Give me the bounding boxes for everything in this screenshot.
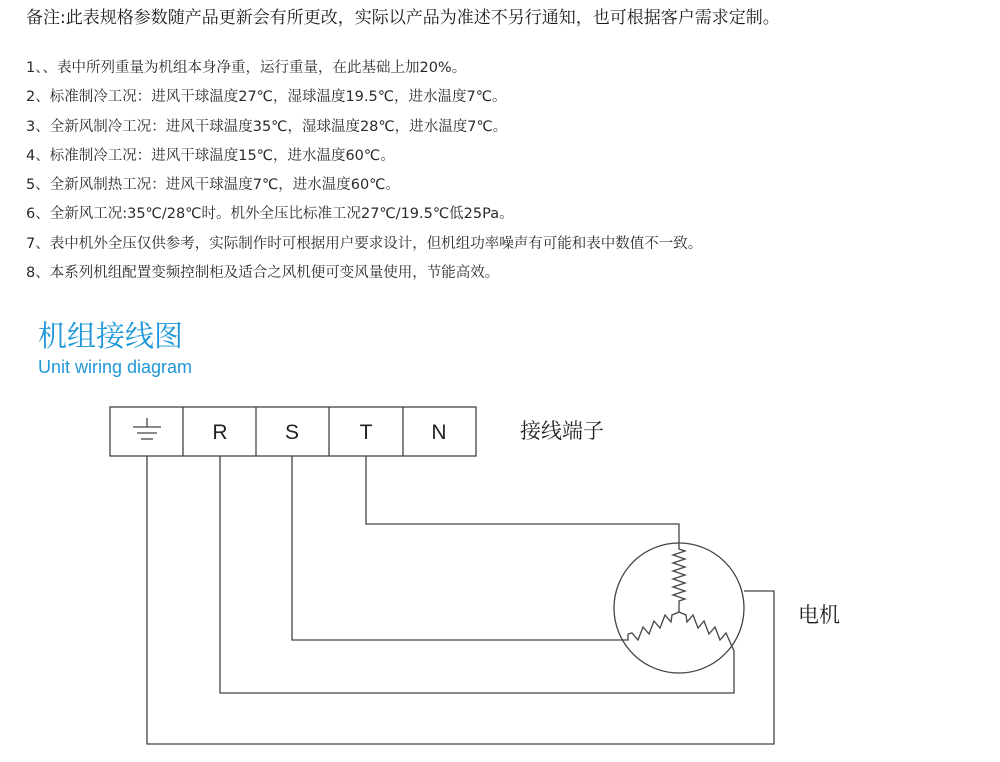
note-item: 4、标准制冷工况：进风干球温度15℃，进水温度60℃。 [26,147,395,164]
winding-right [679,612,734,651]
note-item: 2、标准制冷工况：进风干球温度27℃，湿球温度19.5℃，进水温度7℃。 [26,89,507,106]
note-item: 6、全新风工况:35℃/28℃时。机外全压比标准工况27℃/19.5℃低25Pa。 [26,206,514,223]
motor-label: 电机 [798,603,840,627]
terminal-label-r: R [212,421,228,444]
motor-symbol [614,543,744,673]
terminal-label-n: N [431,421,447,444]
note-item: 8、本系列机组配置变频控制柜及适合之风机便可变风量使用，节能高效。 [26,265,500,282]
terminal-block-label: 接线端子 [520,419,604,443]
winding-left [628,612,679,640]
note-item: 7、表中机外全压仅供参考，实际制作时可根据用户要求设计，但机组功率噪声有可能和表中数值不一致。 [26,235,703,252]
wire-r [220,456,734,693]
wire-t [366,456,679,543]
ground-icon [133,418,161,439]
winding-top [673,543,685,612]
terminal-label-t: T [359,421,373,444]
note-item: 5、全新风制热工况：进风干球温度7℃，进水温度60℃。 [26,177,400,194]
remark-text: 备注:此表规格参数随产品更新会有所更改，实际以产品为准述不另行通知，也可根据客户需求定制。 [26,8,780,28]
terminal-label-s: S [284,421,300,444]
section-title: 机组接线图 [38,319,184,353]
wire-s [292,456,628,640]
note-item: 3、全新风制冷工况：进风干球温度35℃，湿球温度28℃，进水温度7℃。 [26,118,508,135]
note-item: 1、、表中所列重量为机组本身净重，运行重量，在此基础上加20%。 [26,60,467,76]
section-subtitle: Unit wiring diagram [38,357,193,377]
